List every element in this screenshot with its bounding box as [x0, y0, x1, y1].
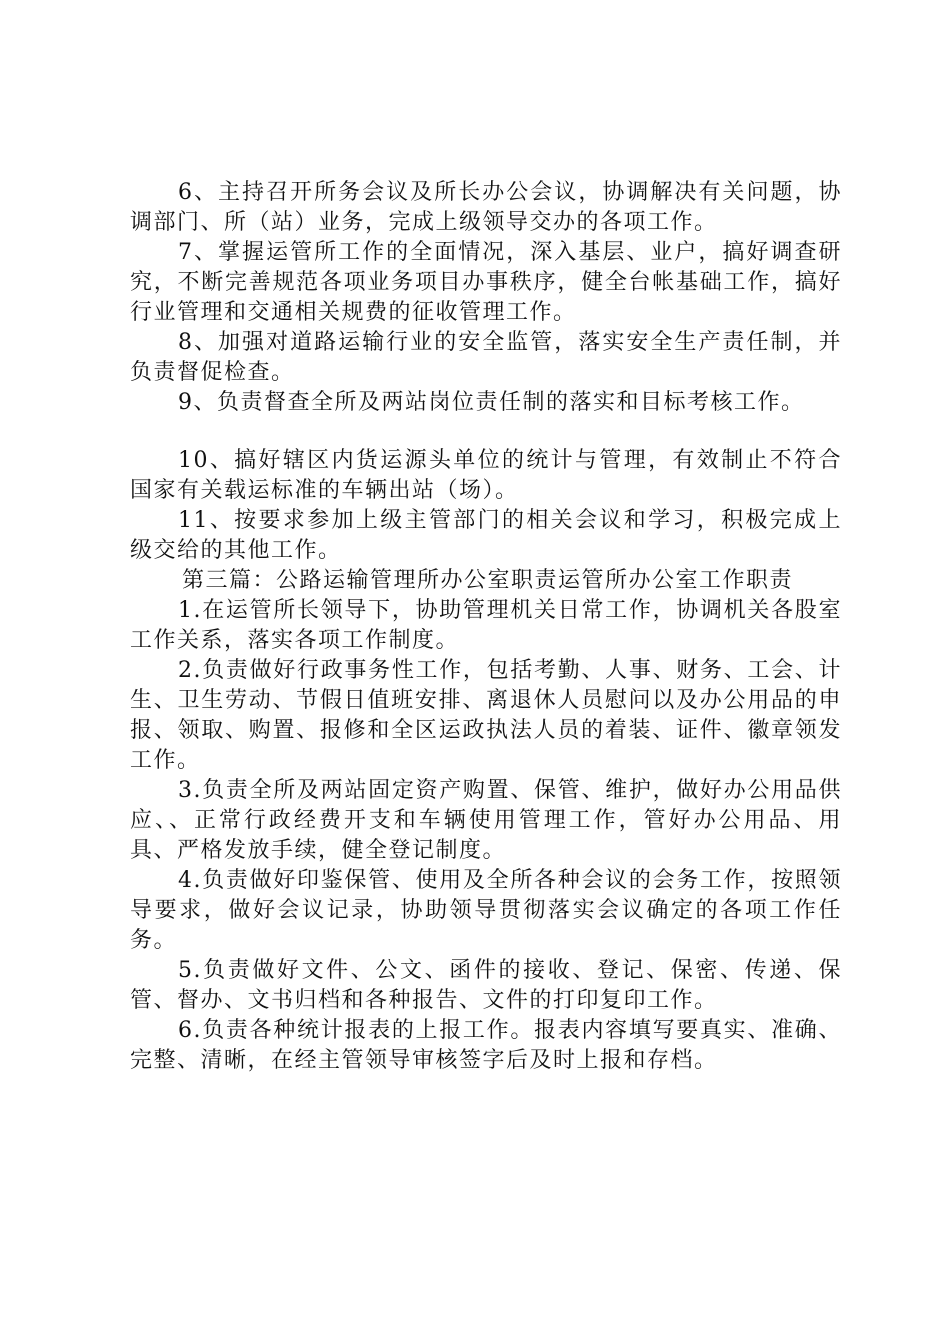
paragraph-office-1: 1.在运管所长领导下，协助管理机关日常工作，协调机关各股室工作关系，落实各项工作制度。 [130, 598, 842, 653]
paragraph-office-2: 2.负责做好行政事务性工作，包括考勤、人事、财务、工会、计生、卫生劳动、节假日值班安排、离退休人员慰问以及办公用品的申报、领取、购置、报修和全区运政执法人员的着装、证件、徽章领发工作。 [130, 658, 842, 773]
paragraph-office-3: 3.负责全所及两站固定资产购置、保管、维护，做好办公用品供应、、正常行政经费开支和车辆使用管理工作，管好办公用品、用具、严格发放手续，健全登记制度。 [130, 778, 842, 863]
paragraph-duty-10: 10、搞好辖区内货运源头单位的统计与管理，有效制止不符合国家有关载运标准的车辆出站（场）。 [130, 448, 842, 503]
document-body [130, 178, 842, 1076]
section-heading: 第三篇：公路运输管理所办公室职责运管所办公室工作职责 [182, 568, 794, 593]
paragraph-office-5: 5.负责做好文件、公文、函件的接收、登记、保密、传递、保管、督办、文书归档和各种报告、文件的打印复印工作。 [130, 958, 842, 1013]
paragraph-duty-7: 7、掌握运管所工作的全面情况，深入基层、业户，搞好调查研究，不断完善规范各项业务项目办事秩序，健全台帐基础工作，搞好行业管理和交通相关规费的征收管理工作。 [130, 240, 842, 325]
paragraph-duty-11: 11、按要求参加上级主管部门的相关会议和学习，积极完成上级交给的其他工作。 [130, 508, 842, 563]
paragraph-duty-9: 9、负责督查全所及两站岗位责任制的落实和目标考核工作。 [178, 390, 805, 415]
paragraph-duty-8: 8、加强对道路运输行业的安全监管，落实安全生产责任制，并负责督促检查。 [130, 330, 842, 385]
paragraph-duty-6: 6、主持召开所务会议及所长办公会议，协调解决有关问题，协调部门、所（站）业务，完成上级领导交办的各项工作。 [130, 180, 842, 235]
paragraph-office-4: 4.负责做好印鉴保管、使用及全所各种会议的会务工作，按照领导要求，做好会议记录，协助领导贯彻落实会议确定的各项工作任务。 [130, 868, 842, 953]
paragraph-office-6: 6.负责各种统计报表的上报工作。报表内容填写要真实、准确、完整、清晰，在经主管领导审核签字后及时上报和存档。 [130, 1018, 842, 1073]
